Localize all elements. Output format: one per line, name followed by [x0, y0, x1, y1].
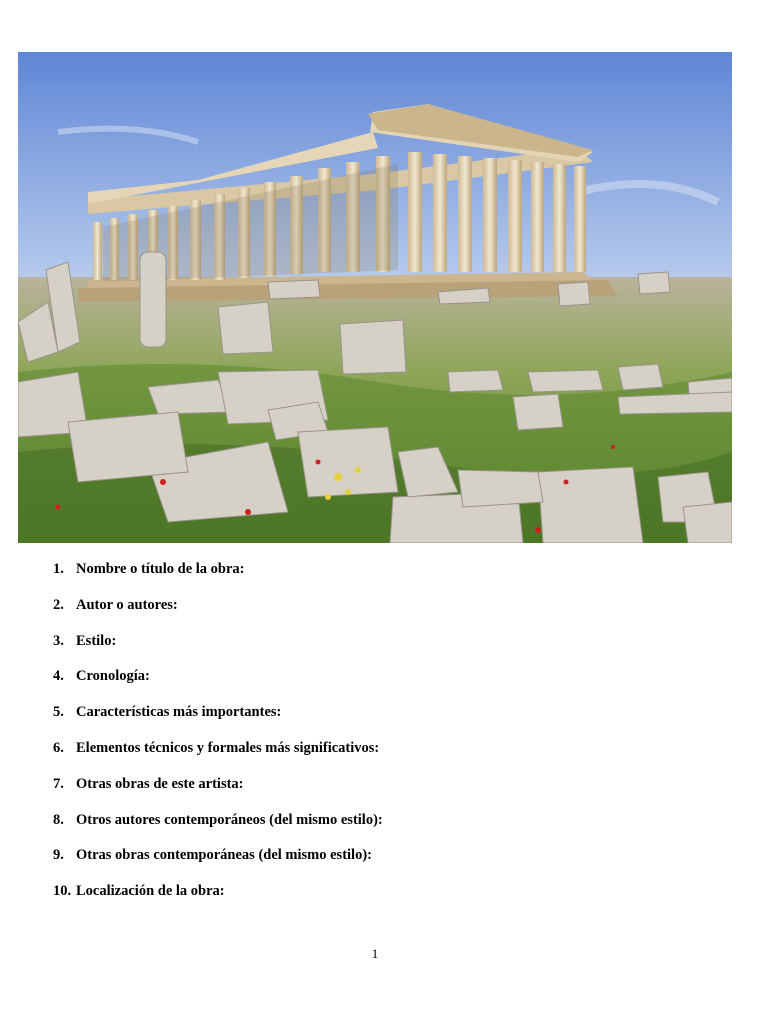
question-item — [0, 631, 768, 667]
question-number: 7. — [53, 775, 64, 792]
question-text: Estilo: — [76, 632, 117, 649]
page-number: 1 — [371, 946, 379, 961]
question-text: Localización de la obra: — [76, 883, 225, 900]
worksheet-questions — [0, 559, 768, 917]
question-number: 1. — [53, 561, 64, 577]
question-item — [0, 666, 768, 702]
question-text: Nombre o título de la obra: — [76, 561, 245, 577]
question-text: Cronología: — [76, 668, 150, 685]
question-text: Otras obras de este artista: — [76, 775, 244, 792]
question-item — [0, 774, 768, 810]
question-text: Características más importantes: — [76, 704, 282, 721]
question-item — [0, 702, 768, 738]
parthenon-photo — [18, 52, 732, 543]
question-number: 5. — [53, 704, 64, 721]
question-number: 4. — [53, 668, 64, 685]
question-item — [0, 881, 768, 917]
question-text: Otros autores contemporáneos (del mismo estilo): — [76, 811, 383, 828]
question-number: 9. — [53, 847, 64, 864]
question-number: 2. — [53, 596, 64, 613]
question-item — [0, 845, 768, 881]
question-item — [0, 738, 768, 774]
question-item — [0, 810, 768, 846]
question-number: 8. — [53, 811, 64, 828]
question-number: 10. — [53, 883, 72, 900]
question-number: 6. — [53, 739, 64, 756]
question-item — [0, 595, 768, 631]
question-text: Elementos técnicos y formales más significativos: — [76, 739, 380, 756]
question-item — [0, 559, 768, 595]
question-text: Otras obras contemporáneas (del mismo estilo): — [76, 847, 372, 864]
question-text: Autor o autores: — [76, 596, 178, 613]
question-number: 3. — [53, 632, 64, 649]
